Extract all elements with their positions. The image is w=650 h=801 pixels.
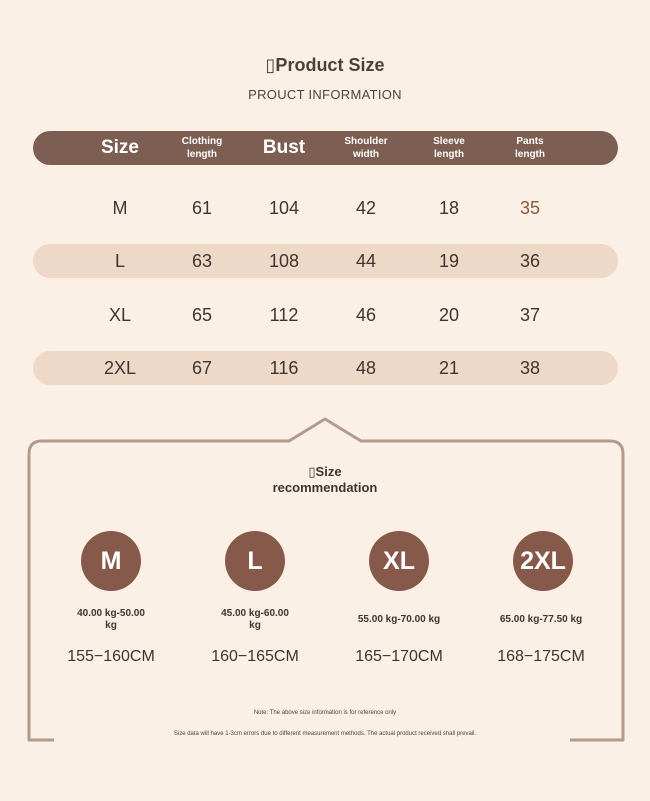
weight-range-l: 45.00 kg-60.00 kg xyxy=(221,608,289,631)
table-cell: 35 xyxy=(519,197,541,218)
height-range-2xl: 168−175CM xyxy=(497,648,585,665)
weight-range-xl: 55.00 kg-70.00 kg xyxy=(357,614,441,625)
table-cell: 19 xyxy=(438,250,460,271)
size-badge-l: L xyxy=(225,531,285,591)
size-recommendation-title: ▯Size recommendation xyxy=(272,464,378,495)
table-cell: 18 xyxy=(438,197,460,218)
column-header-shoulder-width: Shoulder width xyxy=(344,136,388,160)
size-badge-2xl: 2XL xyxy=(513,531,573,591)
table-cell: 61 xyxy=(191,197,213,218)
table-cell: 20 xyxy=(438,304,460,325)
table-cell: 44 xyxy=(355,250,377,271)
table-cell: XL xyxy=(108,304,132,325)
column-header-bust: Bust xyxy=(262,137,306,158)
table-cell: L xyxy=(114,250,125,271)
page-title: ▯Product Size xyxy=(265,55,385,75)
size-badge-m: M xyxy=(81,531,141,591)
column-header-clothing-length: Clothing length xyxy=(181,136,223,160)
table-cell: 65 xyxy=(191,304,213,325)
height-range-xl: 165−170CM xyxy=(355,648,443,665)
height-range-m: 155−160CM xyxy=(67,648,155,665)
table-cell: 116 xyxy=(269,357,299,378)
table-cell: 63 xyxy=(191,250,213,271)
table-cell: M xyxy=(112,197,128,218)
reference-note: Note: The above size information is for reference only xyxy=(253,710,397,716)
table-cell: 2XL xyxy=(103,357,137,378)
page-subtitle: PROUCT INFORMATION xyxy=(248,87,402,102)
table-cell: 48 xyxy=(355,357,377,378)
table-cell: 38 xyxy=(519,357,541,378)
column-header-size: Size xyxy=(100,137,140,158)
table-cell: 37 xyxy=(519,304,541,325)
table-cell: 104 xyxy=(268,197,300,218)
weight-range-2xl: 65.00 kg-77.50 kg xyxy=(499,614,583,625)
measurement-disclaimer: Size data will have 1-3cm errors due to different measurement methods. The actual product received shall prevail. xyxy=(173,731,477,737)
table-cell: 46 xyxy=(355,304,377,325)
size-badge-xl: XL xyxy=(369,531,429,591)
table-cell: 108 xyxy=(268,250,300,271)
table-cell: 36 xyxy=(519,250,541,271)
table-cell: 21 xyxy=(438,357,460,378)
table-cell: 112 xyxy=(269,304,299,325)
column-header-sleeve-length: Sleeve length xyxy=(433,136,465,160)
weight-range-m: 40.00 kg-50.00 kg xyxy=(77,608,145,631)
column-header-pants-length: Pants length xyxy=(515,136,545,160)
height-range-l: 160−165CM xyxy=(211,648,299,665)
table-cell: 42 xyxy=(355,197,377,218)
table-cell: 67 xyxy=(191,357,213,378)
